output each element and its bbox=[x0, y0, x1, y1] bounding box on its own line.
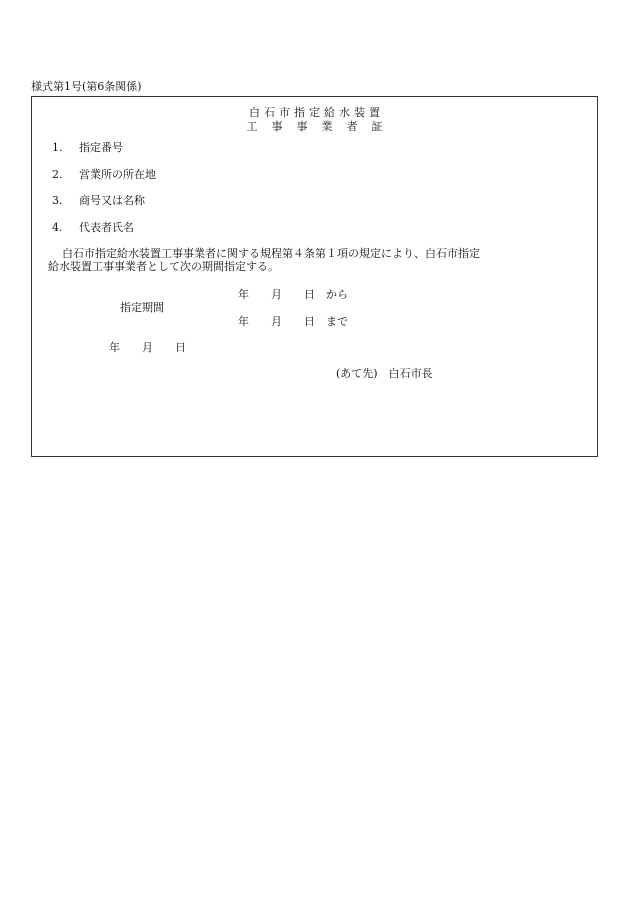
form-number-label: 様式第1号(第6条関係) bbox=[31, 80, 142, 93]
item-label: 指定番号 bbox=[79, 141, 123, 154]
period-from: 年 月 日 から bbox=[238, 288, 348, 301]
item-office-address bbox=[52, 168, 156, 182]
item-number: 3. bbox=[52, 194, 63, 207]
issue-date: 年 月 日 bbox=[109, 341, 186, 354]
addressee: (あて先) 白石市長 bbox=[336, 367, 433, 380]
item-number: 4. bbox=[52, 221, 63, 234]
certificate-title-line2: 工事事業者証 bbox=[246, 120, 397, 133]
certificate-body bbox=[48, 247, 568, 273]
item-designation-number bbox=[52, 141, 123, 155]
body-line-2: 給水装置工事事業者として次の期間指定する。 bbox=[48, 260, 279, 273]
item-trade-name bbox=[52, 194, 145, 208]
item-label: 代表者氏名 bbox=[79, 221, 134, 234]
period-label: 指定期間 bbox=[120, 301, 164, 314]
item-representative-name bbox=[52, 221, 134, 235]
certificate-title-line1: 白石市指定給水装置 bbox=[249, 106, 384, 119]
item-number: 2. bbox=[52, 168, 63, 181]
body-line-1: 白石市指定給水装置工事事業者に関する規程第４条第１項の規定により、白石市指定 bbox=[62, 247, 480, 260]
period-to: 年 月 日 まで bbox=[238, 315, 348, 328]
item-number: 1. bbox=[52, 141, 63, 154]
item-label: 営業所の所在地 bbox=[79, 168, 156, 181]
certificate-frame bbox=[31, 96, 598, 457]
item-label: 商号又は名称 bbox=[79, 194, 145, 207]
